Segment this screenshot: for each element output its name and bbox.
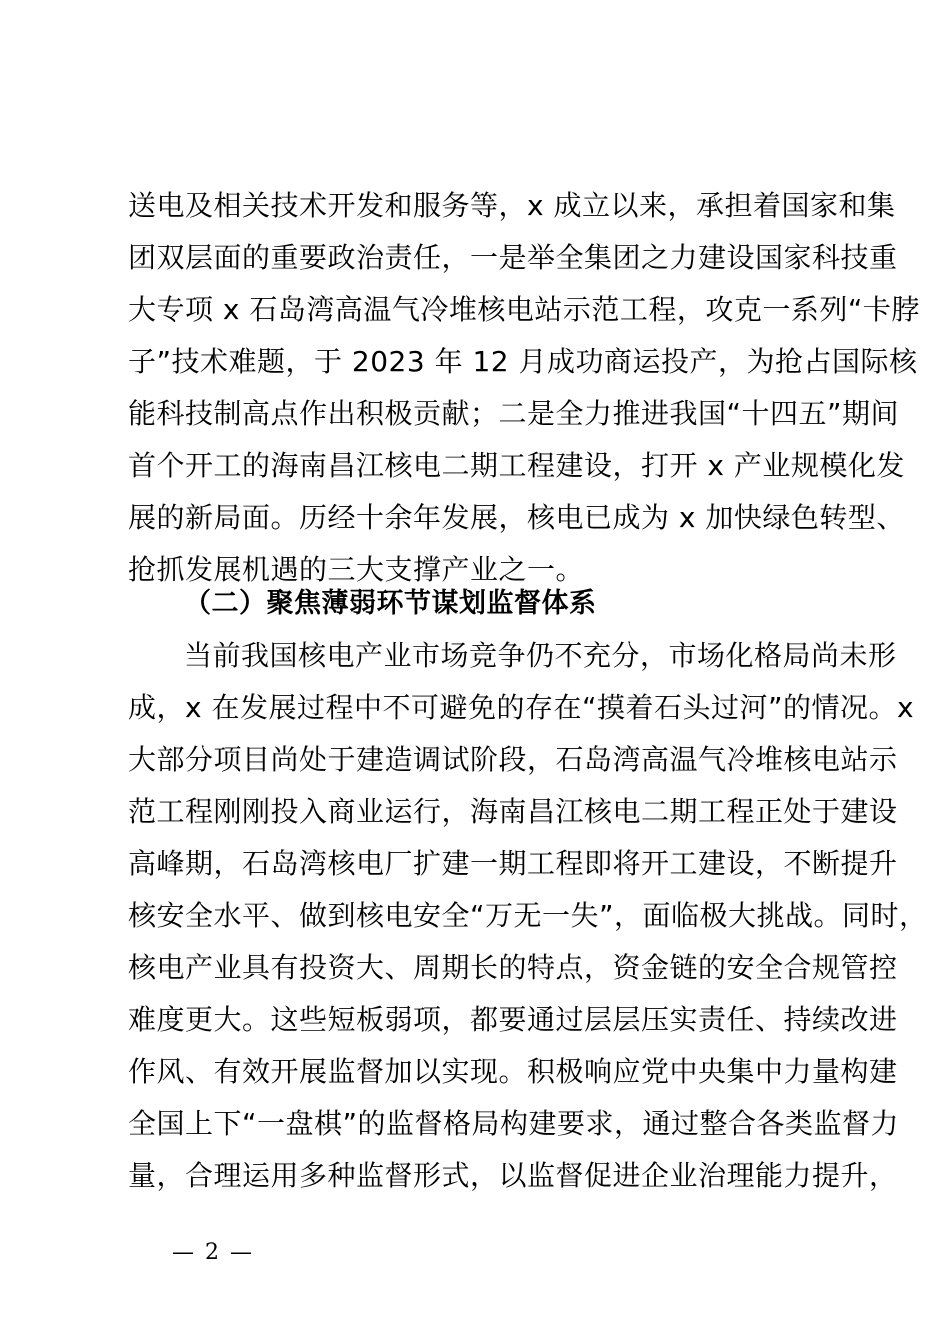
paragraph-line: 展的新局面。历经十余年发展，核电已成为 x 加快绿色转型、 xyxy=(128,501,905,534)
paragraph-line: 大部分项目尚处于建造调试阶段，石岛湾高温气冷堆核电站示 xyxy=(128,743,898,776)
paragraph-line: 送电及相关技术开发和服务等，x 成立以来，承担着国家和集 xyxy=(128,189,896,222)
paragraph-line: 全国上下“一盘棋”的监督格局构建要求，通过整合各类监督力 xyxy=(128,1107,900,1140)
section-heading: （二）聚焦薄弱环节谋划监督体系 xyxy=(184,588,597,619)
paragraph-line: 量，合理运用多种监督形式，以监督促进企业治理能力提升， xyxy=(128,1159,898,1192)
paragraph-line: 高峰期，石岛湾核电厂扩建一期工程即将开工建设，不断提升 xyxy=(128,847,898,880)
paragraph-line: 核安全水平、做到核电安全“万无一失”，面临极大挑战。同时， xyxy=(128,899,928,932)
paragraph-line: 抢抓发展机遇的三大支撑产业之一。 xyxy=(128,553,585,586)
paragraph-line: 范工程刚刚投入商业运行，海南昌江核电二期工程正处于建设 xyxy=(128,795,898,828)
paragraph-line: 能科技制高点作出积极贡献；二是全力推进我国“十四五”期间 xyxy=(128,397,900,430)
paragraph-line: 团双层面的重要政治责任，一是举全集团之力建设国家科技重 xyxy=(128,241,898,274)
paragraph-line: 成，x 在发展过程中不可避免的存在“摸着石头过河”的情况。x xyxy=(128,691,915,724)
paragraph-line: 首个开工的海南昌江核电二期工程建设，打开 x 产业规模化发 xyxy=(128,449,905,482)
paragraph-line: 作风、有效开展监督加以实现。积极响应党中央集中力量构建 xyxy=(128,1055,898,1088)
paragraph-line: 难度更大。这些短板弱项，都要通过层层压实责任、持续改进 xyxy=(128,1003,898,1036)
page-number: — 2 — xyxy=(172,1240,254,1265)
paragraph-line: 子”技术难题，于 2023 年 12 月成功商运投产，为抢占国际核 xyxy=(128,345,918,378)
paragraph-line: 大专项 x 石岛湾高温气冷堆核电站示范工程，攻克一系列“卡脖 xyxy=(128,293,920,326)
paragraph-line: 核电产业具有投资大、周期长的特点，资金链的安全合规管控 xyxy=(128,951,898,984)
paragraph-line: 当前我国核电产业市场竞争仍不充分，市场化格局尚未形 xyxy=(184,639,897,672)
